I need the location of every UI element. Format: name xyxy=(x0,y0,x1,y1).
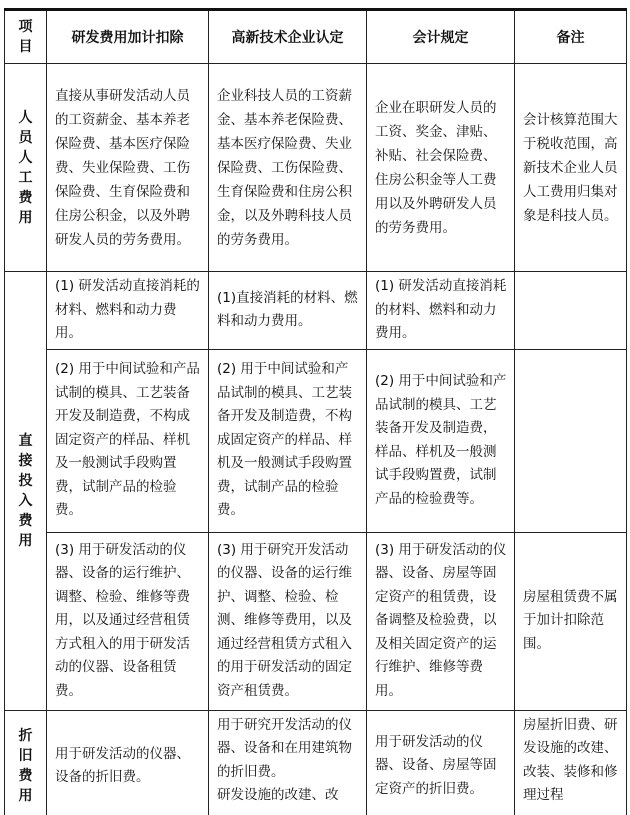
cell-personnel-deduction: 直接从事研发活动人员的工资薪金、基本养老保险费、基本医疗保险费、失业保险费、工伤保险费、生育保险费和住房公积金，以及外聘研发人员的劳务费用。 xyxy=(47,64,209,272)
cell-direct3-deduction: (3) 用于研发活动的仪器、设备的运行维护、调整、检验、维修等费用，以及通过经营租赁方式租入的用于研发活动的仪器、设备租赁费。 xyxy=(47,532,209,710)
header-remarks: 备注 xyxy=(515,10,627,64)
row-direct-2 xyxy=(5,349,627,532)
rd-expense-comparison-table xyxy=(4,8,627,815)
row-personnel xyxy=(5,64,627,272)
header-hightech: 高新技术企业认定 xyxy=(209,10,367,64)
cell-direct1-deduction: (1) 研发活动直接消耗的材料、燃料和动力费用。 xyxy=(47,272,209,350)
cell-direct3-remarks: 房屋租赁费不属于加计扣除范围。 xyxy=(515,532,627,710)
cell-direct2-accounting: (2) 用于中间试验和产品试制的模具、工艺装备开发及制造费，样品、样机及一般测试手段购置费，试制产品的检验费等。 xyxy=(367,349,515,532)
cell-direct2-remarks xyxy=(515,349,627,532)
cell-personnel-remarks: 会计核算范围大于税收范围，高新技术企业人员人工费用归集对象是科技人员。 xyxy=(515,64,627,272)
category-direct: 直接投入费用 xyxy=(5,272,47,711)
cell-direct1-remarks xyxy=(515,272,627,350)
header-row xyxy=(5,10,627,64)
category-depreciation: 折旧费用 xyxy=(5,710,47,815)
row-depreciation xyxy=(5,710,627,815)
cell-direct3-accounting: (3) 用于研发活动的仪器、设备、房屋等固定资产的租赁费，设备调整及检验费，以及相关固定资产的运行维护、维修等费用。 xyxy=(367,532,515,710)
header-accounting: 会计规定 xyxy=(367,10,515,64)
cell-depreciation-hightech xyxy=(209,710,367,815)
cell-personnel-hightech: 企业科技人员的工资薪金、基本养老保险费、基本医疗保险费、失业保险费、工伤保险费、生育保险费和住房公积金，以及外聘科技人员的劳务费用。 xyxy=(209,64,367,272)
cell-depreciation-accounting: 用于研发活动的仪器、设备、房屋等固定资产的折旧费。 xyxy=(367,710,515,815)
cell-depreciation-deduction: 用于研发活动的仪器、设备的折旧费。 xyxy=(47,710,209,815)
cell-direct1-hightech: (1)直接消耗的材料、燃料和动力费用。 xyxy=(209,272,367,350)
cell-personnel-accounting: 企业在职研发人员的工资、奖金、津贴、补贴、社会保险费、住房公积金等人工费用以及外聘研发人员的劳务费用。 xyxy=(367,64,515,272)
header-item: 项目 xyxy=(5,10,47,64)
cell-direct2-hightech: (2) 用于中间试验和产品试制的模具、工艺装备开发及制造费，不构成固定资产的样品、样机及一般测试手段购置费，试制产品的检验费。 xyxy=(209,349,367,532)
row-direct-1 xyxy=(5,272,627,350)
category-personnel: 人员人工费用 xyxy=(5,64,47,272)
cell-direct2-deduction: (2) 用于中间试验和产品试制的模具、工艺装备开发及制造费，不构成固定资产的样品、样机及一般测试手段购置费，试制产品的检验费。 xyxy=(47,349,209,532)
cell-direct3-hightech: (3) 用于研究开发活动的仪器、设备的运行维护、调整、检验、检测、维修等费用，以及通过经营租赁方式租入的用于研发活动的固定资产租赁费。 xyxy=(209,532,367,710)
hightech-depreciation-text: 用于研究开发活动的仪器、设备和在用建筑物的折旧费。 xyxy=(217,716,352,780)
cell-depreciation-remarks: 房屋折旧费、研发设施的改建、改装、装修和修理过程 xyxy=(515,710,627,815)
header-deduction: 研发费用加计扣除 xyxy=(47,10,209,64)
cell-direct1-accounting: (1) 研发活动直接消耗的材料、燃料和动力费用。 xyxy=(367,272,515,350)
row-direct-3 xyxy=(5,532,627,710)
hightech-depreciation-continued: 研发设施的改建、改 xyxy=(217,787,339,803)
